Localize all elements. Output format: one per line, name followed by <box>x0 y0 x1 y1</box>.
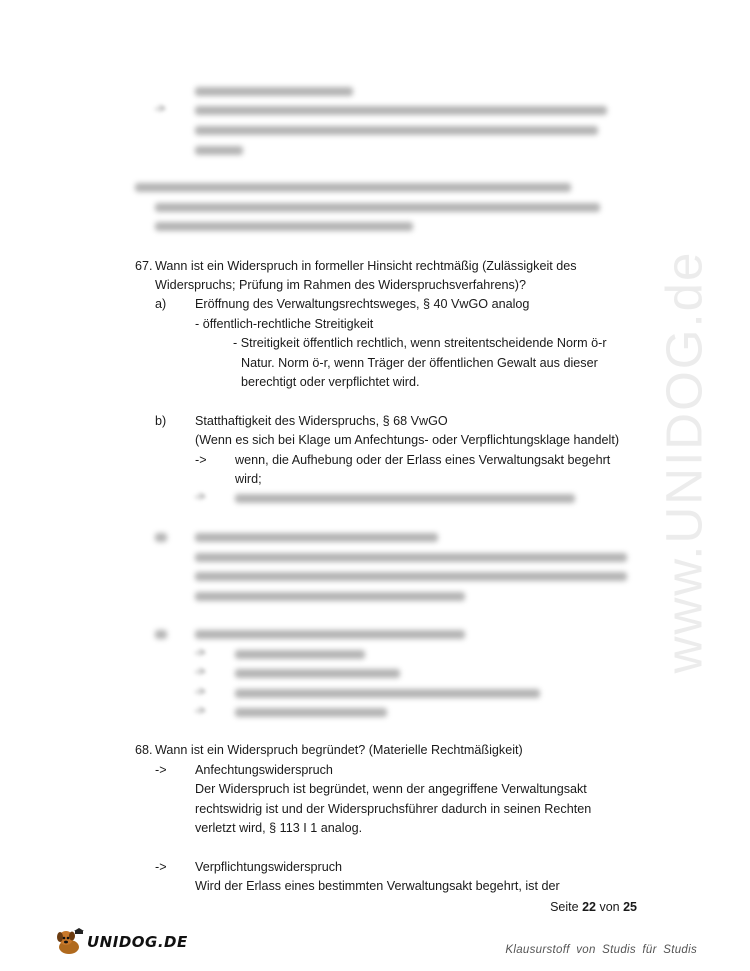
page-current: 22 <box>582 900 596 914</box>
question-67-number: 67. <box>135 259 153 273</box>
item-b-label: b) <box>155 414 167 428</box>
page-number <box>550 900 637 914</box>
q68-text2-line1: Wird der Erlass eines bestimmten Verwaltungsakt begehrt, ist der <box>195 879 560 893</box>
item-b-text1: wenn, die Aufhebung oder der Erlass eines Verwaltungsakt begehrt <box>235 453 611 467</box>
q68-text1-line3: verletzt wird, § 113 I 1 analog. <box>195 821 363 835</box>
page-total: 25 <box>623 900 637 914</box>
item-a-detail1: - Streitigkeit öffentlich rechtlich, wenn streitentscheidende Norm ö-r <box>233 336 607 350</box>
question-67-line2: Widerspruchs; Prüfung im Rahmen des Widerspruchsverfahrens)? <box>155 278 526 292</box>
question-68-number: 68. <box>135 743 153 757</box>
question-68-text: Wann ist ein Widerspruch begründet? (Materielle Rechtmäßigkeit) <box>155 743 523 757</box>
item-a-title: Eröffnung des Verwaltungsrechtsweges, § 40 VwGO analog <box>195 297 530 311</box>
logo-text: UNIDOG.DE <box>87 933 188 951</box>
page-separator: von <box>599 900 620 914</box>
question-67-line1: Wann ist ein Widerspruch in formeller Hinsicht rechtmäßig (Zulässigkeit des <box>155 259 577 273</box>
q68-text1-line1: Der Widerspruch ist begründet, wenn der angegriffene Verwaltungsakt <box>195 782 587 796</box>
q68-arrow-2: -> <box>155 860 167 874</box>
watermark: www.UNIDOG.de <box>655 250 713 674</box>
item-b-sub: (Wenn es sich bei Klage um Anfechtungs- oder Verpflichtungsklage handelt) <box>195 433 620 447</box>
dog-icon <box>53 928 85 956</box>
item-a-detail2: Natur. Norm ö-r, wenn Träger der öffentlichen Gewalt aus dieser <box>241 356 598 370</box>
item-b-arrow: -> <box>195 453 207 467</box>
item-b-text2: wird; <box>235 472 262 486</box>
unidog-logo <box>53 928 188 956</box>
item-a-detail3: berechtigt oder verpflichtet wird. <box>241 375 420 389</box>
q68-text1-line2: rechtswidrig ist und der Widerspruchsführer dadurch in seinen Rechten <box>195 802 592 816</box>
item-b-title: Statthaftigkeit des Widerspruchs, § 68 VwGO <box>195 414 448 428</box>
footer-slogan: Klausurstoff von Studis für Studis <box>505 944 697 956</box>
item-a-sub: - öffentlich-rechtliche Streitigkeit <box>195 317 374 331</box>
page-prefix: Seite <box>550 900 579 914</box>
q68-heading-2: Verpflichtungswiderspruch <box>195 860 343 874</box>
item-a-label: a) <box>155 297 167 311</box>
q68-heading-1: Anfechtungswiderspruch <box>195 763 333 777</box>
q68-arrow-1: -> <box>155 763 167 777</box>
